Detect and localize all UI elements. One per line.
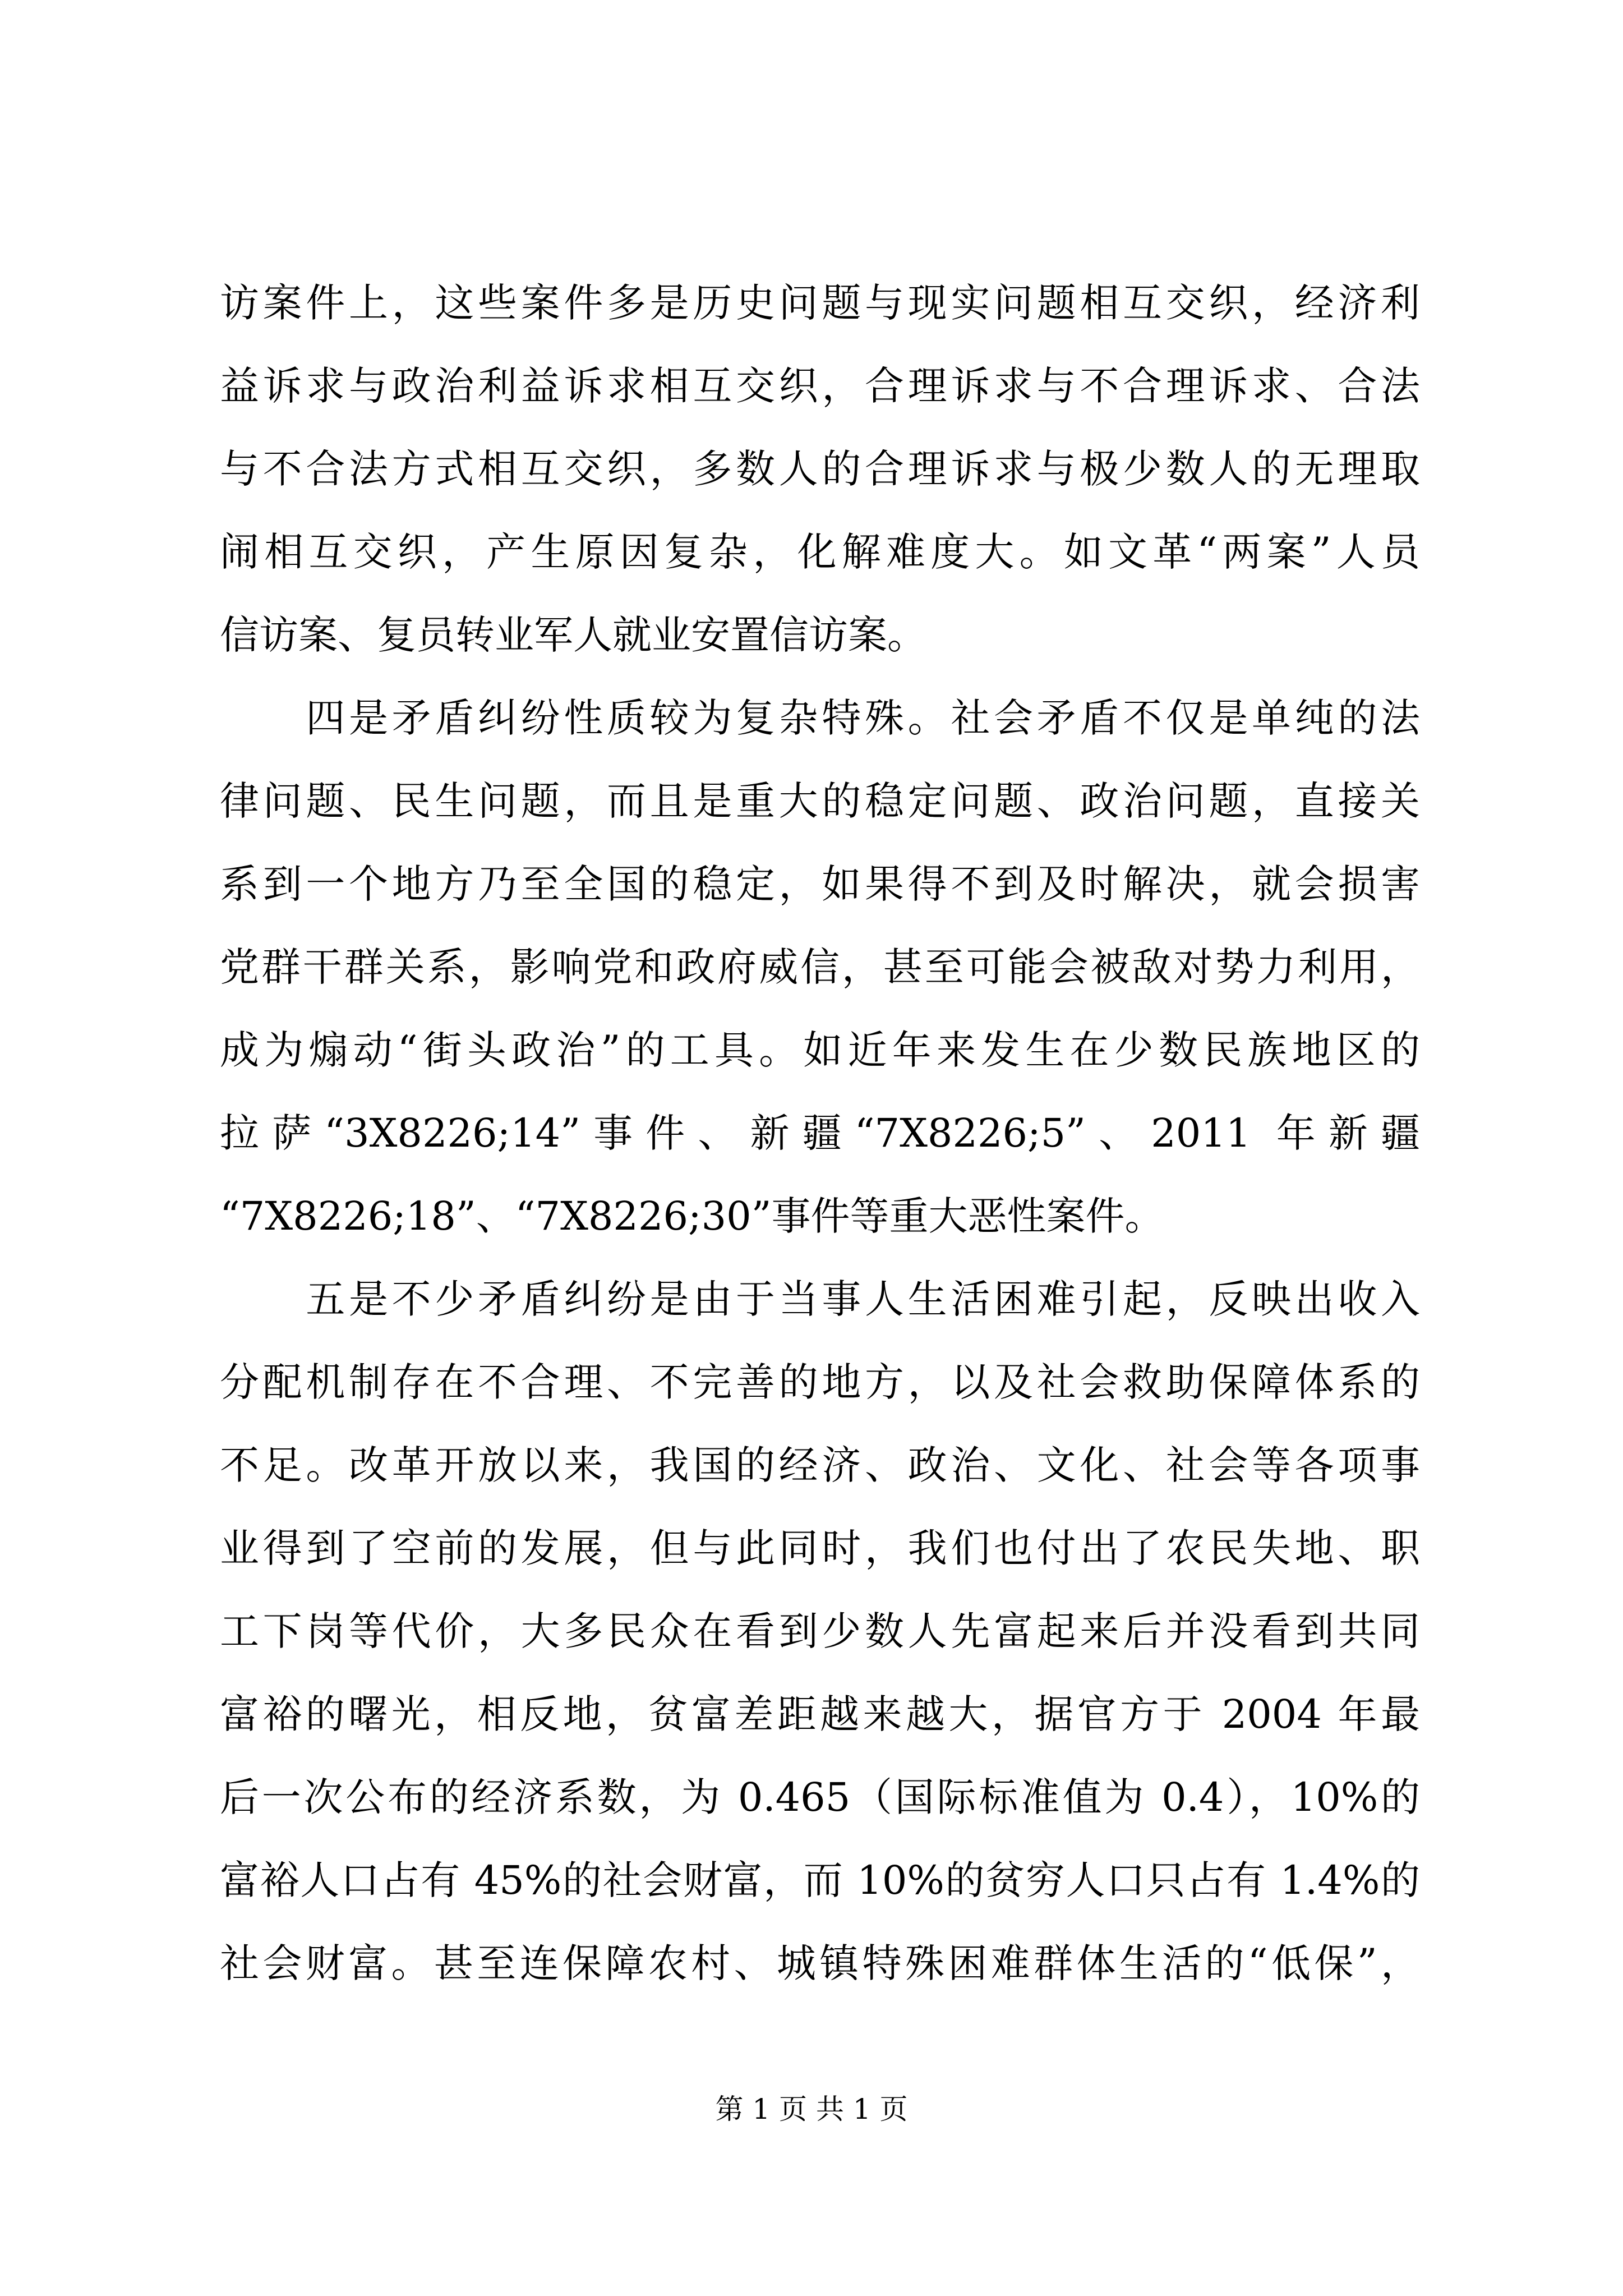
text-line: 分配机制存在不合理、不完善的地方，以及社会救助保障体系的 <box>220 1359 1420 1405</box>
text-line: 富裕人口占有 45%的社会财富，而 10%的贫穷人口只占有 1.4%的 <box>220 1857 1420 1903</box>
text-line: 业得到了空前的发展，但与此同时，我们也付出了农民失地、职 <box>220 1525 1420 1571</box>
text-line: 四是矛盾纠纷性质较为复杂特殊。社会矛盾不仅是单纯的法 <box>220 695 1420 741</box>
text-line: 系到一个地方乃至全国的稳定，如果得不到及时解决，就会损害 <box>220 861 1420 907</box>
text-line: 益诉求与政治利益诉求相互交织，合理诉求与不合理诉求、合法 <box>220 363 1420 409</box>
text-line: “7X8226;18”、“7X8226;30”事件等重大恶性案件。 <box>220 1193 1164 1239</box>
text-line: 社会财富。甚至连保障农村、城镇特殊困难群体生活的“低保”， <box>220 1940 1420 1986</box>
body-text <box>220 261 1420 2005</box>
text-line: 成为煽动“街头政治”的工具。如近年来发生在少数民族地区的 <box>220 1027 1420 1073</box>
text-line: 律问题、民生问题，而且是重大的稳定问题、政治问题，直接关 <box>220 778 1420 824</box>
text-line: 访案件上，这些案件多是历史问题与现实问题相互交织，经济利 <box>220 280 1420 326</box>
text-line: 后一次公布的经济系数，为 0.465（国际标准值为 0.4），10%的 <box>220 1774 1420 1820</box>
text-line: 与不合法方式相互交织，多数人的合理诉求与极少数人的无理取 <box>220 446 1420 492</box>
text-line: 党群干群关系，影响党和政府威信，甚至可能会被敌对势力利用， <box>220 944 1420 990</box>
text-line: 闹相互交织，产生原因复杂，化解难度大。如文革“两案”人员 <box>220 529 1420 575</box>
text-line: 信访案、复员转业军人就业安置信访案。 <box>220 612 926 658</box>
text-line: 拉萨“3X8226;14”事件、新疆“7X8226;5”、2011 年新疆 <box>220 1110 1420 1156</box>
text-line: 不足。改革开放以来，我国的经济、政治、文化、社会等各项事 <box>220 1442 1420 1488</box>
page-number-footer: 第 1 页 共 1 页 <box>715 2093 908 2125</box>
text-line: 工下岗等代价，大多民众在看到少数人先富起来后并没看到共同 <box>220 1608 1420 1654</box>
text-line: 富裕的曙光，相反地，贫富差距越来越大，据官方于 2004 年最 <box>220 1691 1420 1737</box>
text-line: 五是不少矛盾纠纷是由于当事人生活困难引起，反映出收入 <box>220 1276 1420 1322</box>
